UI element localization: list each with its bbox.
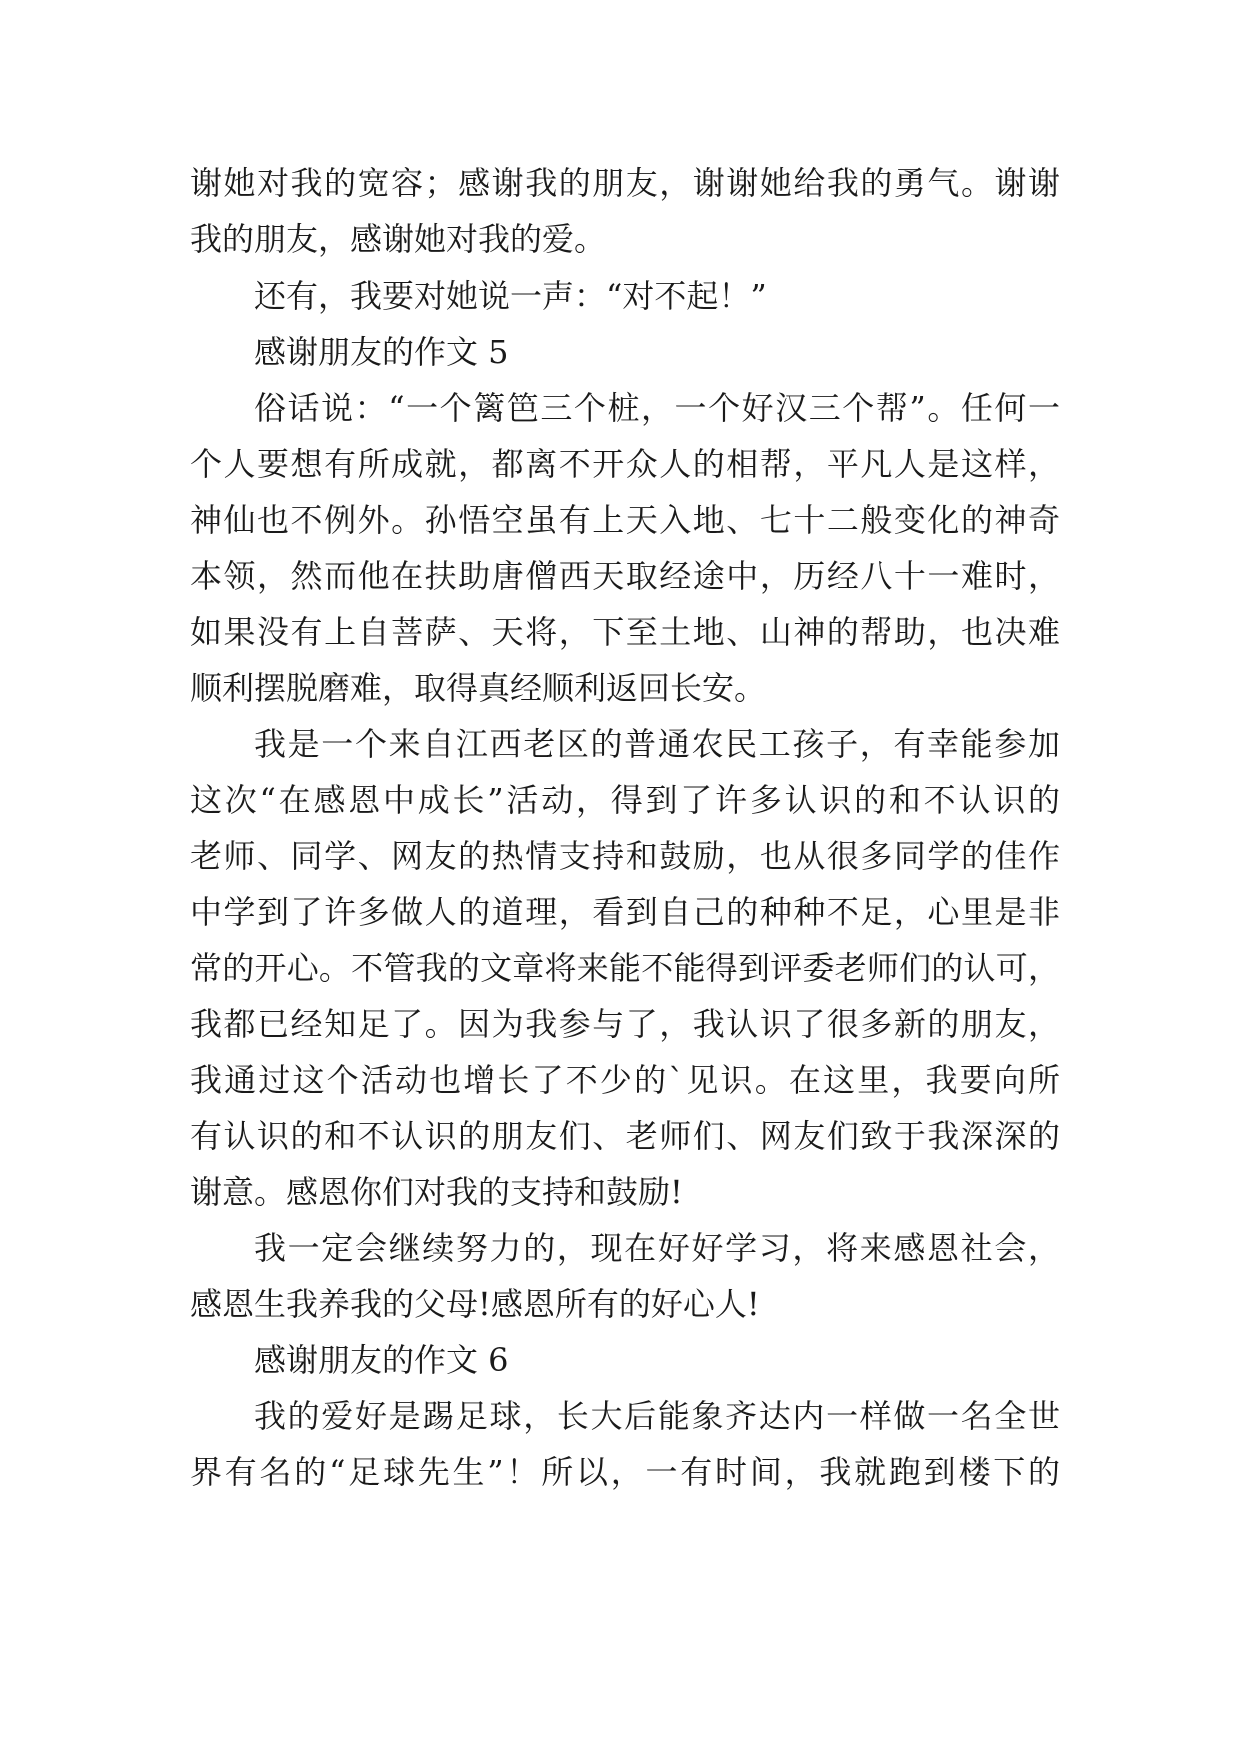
section-heading: 感谢朋友的作文 6 — [254, 1341, 509, 1379]
paragraph-line: 我通过这个活动也增长了不少的`见识。在这里，我要向所 — [190, 1061, 1060, 1099]
paragraph-line: 中学到了许多做人的道理，看到自己的种种不足，心里是非 — [190, 893, 1060, 931]
paragraph-line: 还有，我要对她说一声：“对不起！” — [254, 277, 767, 315]
paragraph-line: 我都已经知足了。因为我参与了，我认识了很多新的朋友， — [190, 1005, 1060, 1043]
paragraph-line: 我是一个来自江西老区的普通农民工孩子，有幸能参加 — [254, 725, 1060, 763]
paragraph-line: 感恩生我养我的父母!感恩所有的好心人! — [190, 1285, 760, 1323]
paragraph-line: 我一定会继续努力的，现在好好学习，将来感恩社会， — [254, 1229, 1060, 1267]
paragraph-line: 本领，然而他在扶助唐僧西天取经途中，历经八十一难时， — [190, 557, 1060, 595]
paragraph-line: 顺利摆脱磨难，取得真经顺利返回长安。 — [190, 669, 767, 707]
paragraph-line: 我的朋友，感谢她对我的爱。 — [190, 220, 607, 258]
paragraph-line: 俗话说：“一个篱笆三个桩，一个好汉三个帮”。任何一 — [254, 389, 1060, 427]
paragraph-line: 如果没有上自菩萨、天将，下至土地、山神的帮助，也决难 — [190, 613, 1060, 651]
paragraph-line: 谢她对我的宽容；感谢我的朋友，谢谢她给我的勇气。谢谢 — [190, 164, 1060, 202]
paragraph-line: 界有名的“足球先生”！所以，一有时间，我就跑到楼下的 — [190, 1453, 1060, 1491]
paragraph-line: 有认识的和不认识的朋友们、老师们、网友们致于我深深的 — [190, 1117, 1060, 1155]
paragraph-line: 老师、同学、网友的热情支持和鼓励，也从很多同学的佳作 — [190, 837, 1060, 875]
paragraph-line: 我的爱好是踢足球，长大后能象齐达内一样做一名全世 — [254, 1397, 1060, 1435]
paragraph-line: 这次“在感恩中成长”活动，得到了许多认识的和不认识的 — [190, 781, 1060, 819]
paragraph-line: 神仙也不例外。孙悟空虽有上天入地、七十二般变化的神奇 — [190, 501, 1060, 539]
paragraph-line: 常的开心。不管我的文章将来能不能得到评委老师们的认可， — [190, 949, 1060, 987]
paragraph-line: 谢意。感恩你们对我的支持和鼓励! — [190, 1173, 683, 1211]
section-heading: 感谢朋友的作文 5 — [254, 333, 509, 371]
paragraph-line: 个人要想有所成就，都离不开众人的相帮，平凡人是这样， — [190, 445, 1060, 483]
